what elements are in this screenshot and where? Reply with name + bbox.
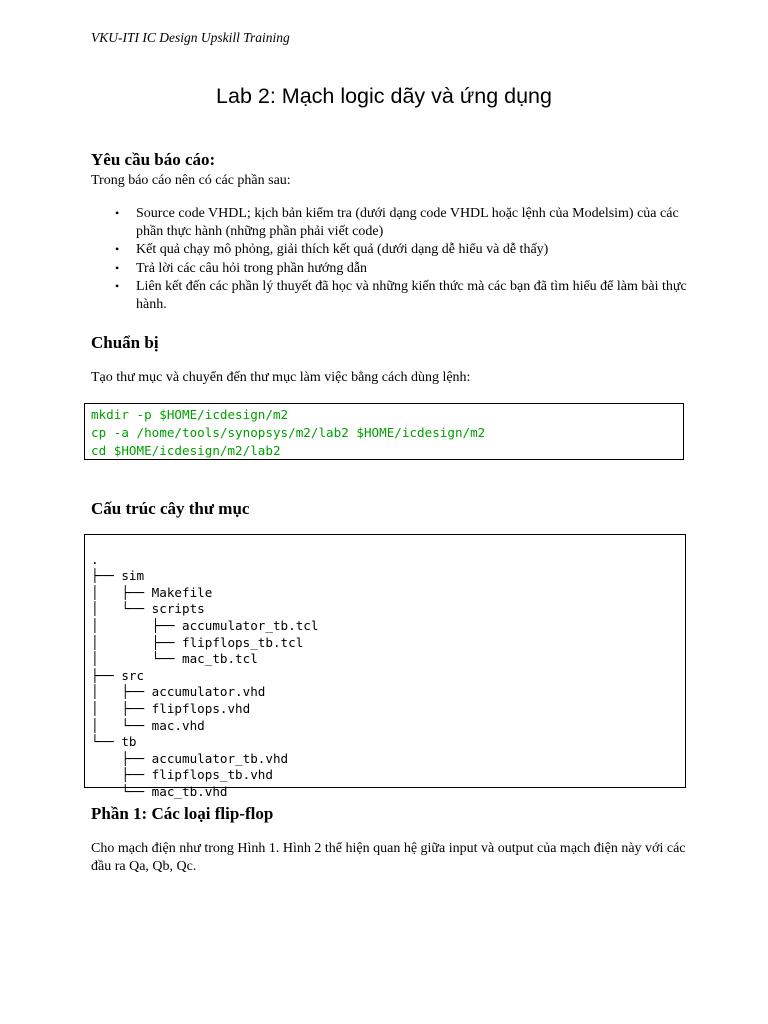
tree-line: ├── accumulator_tb.vhd xyxy=(91,750,289,766)
prep-text: Tạo thư mục và chuyển đến thư mục làm việc bằng cách dùng lệnh: xyxy=(91,370,471,385)
command-code-block xyxy=(84,403,684,460)
bullet-icon: • xyxy=(115,242,120,256)
tree-line: ├── sim xyxy=(91,568,145,584)
list-item xyxy=(91,260,691,278)
page-header: VKU-ITI IC Design Upskill Training xyxy=(91,30,290,45)
list-item-text: Trả lời các câu hỏi trong phần hướng dẫn xyxy=(136,260,368,276)
code-line: cp -a /home/tools/synopsys/m2/lab2 $HOME/icdesign/m2 xyxy=(91,425,486,440)
tree-line: │ ├── Makefile xyxy=(91,584,213,600)
part1-text: Cho mạch điện như trong Hình 1. Hình 2 thể hiện quan hệ giữa input và output của mạch điện này với các đầu ra Qa, Qb, Qc. xyxy=(91,841,686,874)
tree-line: └── tb xyxy=(91,734,137,750)
list-item-text: Kết quả chạy mô phỏng, giải thích kết quả (dưới dạng dễ hiểu và dễ thấy) xyxy=(136,242,549,257)
list-item-text: Source code VHDL; kịch bản kiểm tra (dưới dạng code VHDL hoặc lệnh của Modelsim) của các phần thực hành (những phần phải viết code) xyxy=(136,206,679,239)
list-item xyxy=(91,241,691,259)
list-item xyxy=(91,278,691,313)
tree-line: │ ├── accumulator_tb.tcl xyxy=(91,617,319,633)
tree-line: ├── flipflops_tb.vhd xyxy=(91,767,273,783)
prep-heading: Chuẩn bị xyxy=(91,333,159,352)
code-line: mkdir -p $HOME/icdesign/m2 xyxy=(91,407,289,422)
bullet-icon: • xyxy=(115,260,120,275)
tree-line: │ └── mac_tb.tcl xyxy=(91,651,258,667)
list-item-text: Liên kết đến các phần lý thuyết đã học và những kiến thức mà các bạn đã tìm hiểu để làm bài thực hành. xyxy=(136,279,687,312)
bullet-icon: • xyxy=(115,279,120,293)
tree-line: │ ├── accumulator.vhd xyxy=(91,684,266,700)
tree-line: └── mac_tb.vhd xyxy=(91,783,228,799)
tree-line: . xyxy=(91,551,99,567)
tree-line: ├── src xyxy=(91,667,145,683)
tree-line: │ └── scripts xyxy=(91,601,205,617)
directory-tree-block xyxy=(84,534,686,799)
tree-line: │ ├── flipflops_tb.tcl xyxy=(91,634,304,650)
list-item xyxy=(91,205,691,240)
report-intro: Trong báo cáo nên có các phần sau: xyxy=(91,173,291,188)
part1-heading: Phần 1: Các loại flip-flop xyxy=(91,804,274,823)
code-line: cd $HOME/icdesign/m2/lab2 xyxy=(91,443,281,458)
page-title: Lab 2: Mạch logic dãy và ứng dụng xyxy=(216,84,552,108)
tree-line: │ └── mac.vhd xyxy=(91,717,205,733)
report-heading: Yêu cầu báo cáo: xyxy=(91,150,216,169)
tree-heading: Cấu trúc cây thư mục xyxy=(91,499,250,518)
bullet-icon: • xyxy=(115,206,120,220)
report-requirements-list xyxy=(91,205,691,314)
tree-line: │ ├── flipflops.vhd xyxy=(91,700,251,716)
